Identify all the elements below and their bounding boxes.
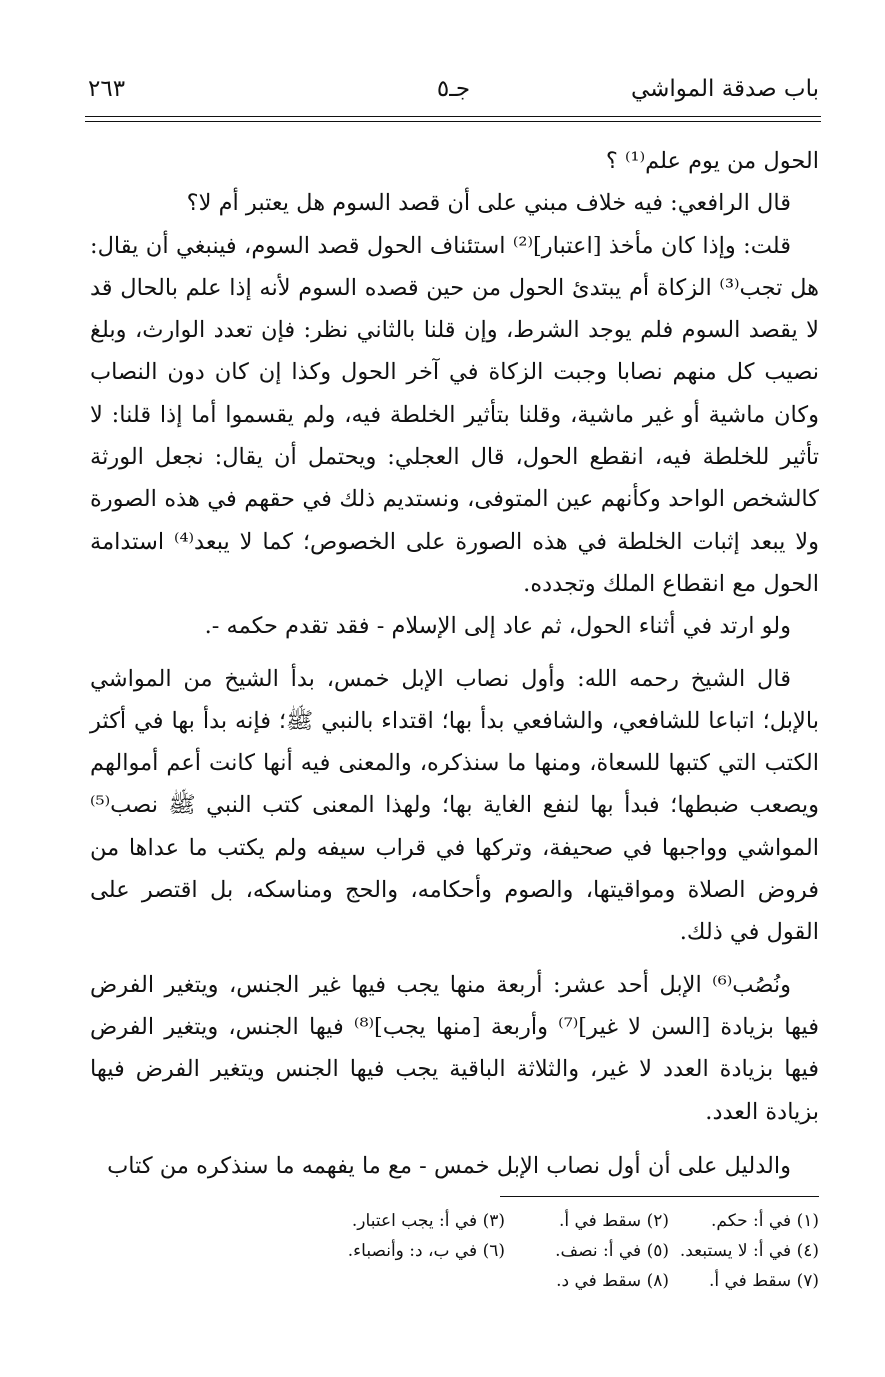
volume-label: جـ٥: [436, 76, 471, 102]
paragraph: والدليل على أن أول نصاب الإبل خمس - مع ما يفهمه ما سنذكره من كتاب: [107, 1152, 791, 1179]
running-header: [88, 72, 819, 116]
header-rule-bottom: [85, 121, 821, 122]
paragraph: قال الشيخ رحمه الله: وأول نصاب الإبل خمس، بدأ الشيخ من المواشي بالإبل؛ اتباعا للشافعي، والشافعي بدأ بها؛ اقتداء بالنبي ﷺ؛ فإنه بدأ بها في أكثر الكتب التي كتبها للسعاة، ومنها ما سنذكره، والمعنى فيه أنها كانت أعم أموالهم ويصعب ضبطها؛ فبدأ بها لنفع الغاية بها؛ ولهذا المعنى كتب النبي ﷺ نصب⁽⁵⁾ المواشي وواجبها في صحيفة، وتركها في قراب سيفه ولم يكتب ما عداها من فروض الصلاة ومواقيتها، والصوم وأحكامه، والحج ومناسكه، بل اقتصر على القول في ذلك.: [90, 665, 819, 946]
footnote: (١) في أ: حكم.: [711, 1211, 819, 1231]
paragraph: ولو ارتد في أثناء الحول، ثم عاد إلى الإسلام - فقد تقدم حكمه -.: [204, 613, 791, 640]
footnote: (٦) في ب، د: وأنصباء.: [347, 1241, 505, 1261]
footnote-separator: [500, 1196, 819, 1197]
footnotes: [180, 1206, 819, 1296]
page-number: ٢٦٣: [88, 76, 126, 102]
paragraph: ونُصُب⁽⁶⁾ الإبل أحد عشر: أربعة منها يجب فيها غير الجنس، ويتغير الفرض فيها بزيادة [السن لا غير]⁽⁷⁾ وأربعة [منها يجب]⁽⁸⁾ فيها الجنس، ويتغير الفرض فيها بزيادة العدد لا غير، والثلاثة الباقية يجب فيها الجنس ويتغير الفرض فيها بزيادة العدد.: [90, 971, 819, 1125]
paragraph: الحول من يوم علم⁽¹⁾ ؟: [605, 148, 819, 174]
footnote: (٧) سقط في أ.: [708, 1271, 819, 1291]
footnote: [341, 1266, 505, 1296]
footnote-row: [180, 1236, 819, 1266]
chapter-title: باب صدقة المواشي: [630, 76, 819, 102]
footnote: (٨) سقط في د.: [556, 1271, 669, 1291]
footnote-row: [180, 1266, 819, 1296]
footnote: (٣) في أ: يجب اعتبار.: [351, 1211, 505, 1231]
main-text: [90, 140, 819, 1187]
paragraph: قلت: وإذا كان مأخذ [اعتبار]⁽²⁾ استئناف الحول قصد السوم، فينبغي أن يقال: هل تجب⁽³⁾ الزكاة أم يبتدئ الحول من حين قصده السوم لأنه إذا علم بالحال قد لا يقصد السوم فلم يوجد الشرط، وإن قلنا بالثاني نظر: فإن تعدد الوارث، وبلغ نصيب كل منهم نصابا وجبت الزكاة في آخر الحول وكذا إن كان دون النصاب وكان ماشية أو غير ماشية، وقلنا بتأثير الخلطة فيه، ولم يقسموا أما إذا قلنا: لا تأثير للخلطة فيه، انقطع الحول، قال العجلي: ويحتمل أن يقال: نجعل الورثة كالشخص الواحد وكأنهم عين المتوفى، ونستديم ذلك في حقهم في هذه الصورة ولا يبعد إثبات الخلطة في هذه الصورة على الخصوص؛ كما لا يبعد⁽⁴⁾ استدامة الحول مع انقطاع الملك وتجدده.: [90, 232, 820, 597]
footnote-row: [180, 1206, 819, 1236]
footnote: (٤) في أ: لا يستبعد.: [679, 1241, 819, 1261]
paragraph: قال الرافعي: فيه خلاف مبني على أن قصد السوم هل يعتبر أم لا؟: [186, 190, 791, 217]
footnote: (٢) سقط في أ.: [558, 1211, 669, 1231]
footnote: (٥) في أ: نصف.: [555, 1241, 669, 1261]
header-rule-top: [85, 116, 821, 117]
